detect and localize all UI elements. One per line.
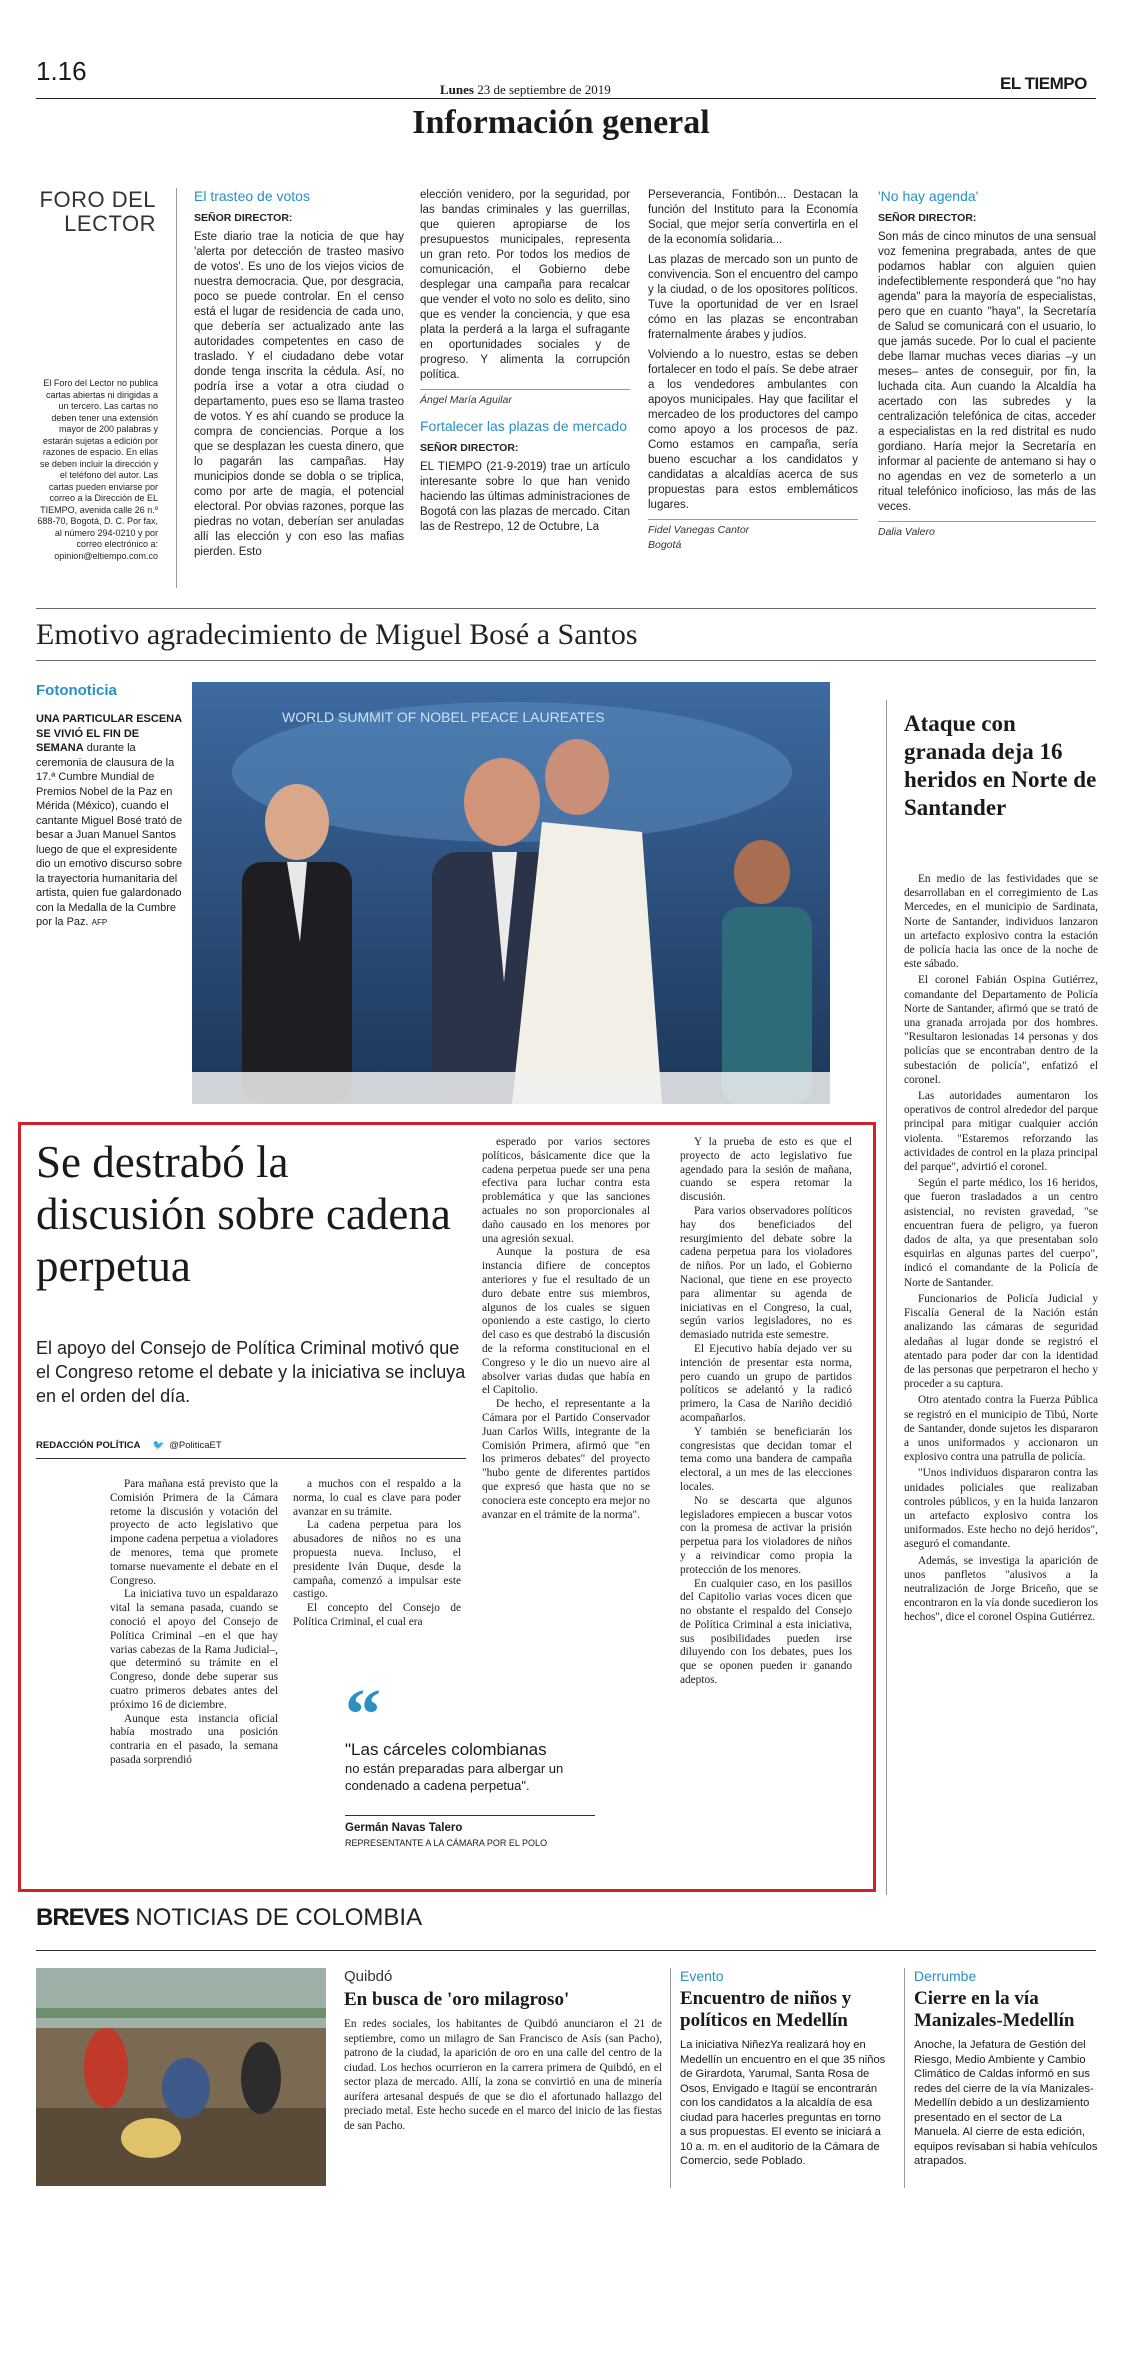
breve-medellin — [680, 1968, 890, 2169]
column-divider — [904, 1968, 905, 2188]
letter-trasteo-cont — [420, 188, 630, 540]
letter-paragraph: Este diario trae la noticia de que hay 'alerta por detección de trasteo masivo de votos'. Es uno de los viejos vicios de nuestra democracia. Que, por desgracia, poco se puede controlar. En el censo está el lugar de residencia de cada uno, que debería ser actualizado ante las autoridades competentes en caso de traslado. Y el ciudadano debe votar donde tenga inscrita la cédula. Así, no podría irse a votar a otra ciudad o departamento, pues eso se llama trasteo de votos. Y es ahí cuando se produce la compra de conciencias. Porque a los que se desplazan les cuesta dinero, que lo pagarán las campañas. Hay municipios donde se dobla o se triplica, como por arte de magia, el potencial electoral. Por obvias razones, porque las piedras no votan, deberían ser anuladas allí las elección y con eso las mafias pierden. Esto — [194, 231, 404, 558]
story-paragraph: Para varios observadores políticos hay dos beneficiados del resurgimiento del debate sobre la cadena perpetua para los violadores de niños. Por un lado, el Gobierno Nacional, que tiene en ese proyecto para alimentar su agenda de iniciativas en el Congreso, la cual, según varios legisladores, no es demasiado nutrida este semestre. — [680, 1204, 852, 1342]
ataque-paragraph: El coronel Fabián Ospina Gutiérrez, comandante del Departamento de Policía Norte de Santander, afirmó que se trató de una granada arrojada por dos hombres. "Resultaron lesionadas 14 personas y dos policías que se encontraban dentro de la subestación de policía", enfatizó el coronel. — [904, 974, 1098, 1086]
story-paragraph: La iniciativa tuvo un espaldarazo vital la semana pasada, cuando se conoció el apoyo del Consejo de Política Criminal –en el que hay varias cabezas de la Rama Judicial–, que determinó su trámite en el Congreso, donde debe superar sus cuatro primeros debates antes del próximo 16 de diciembre. — [110, 1588, 278, 1711]
story-paragraph: El Ejecutivo había dejado ver su intención de presentar esta norma, pero cuando un grupo de partidos políticos se adelantó y la radicó primero, la Casa de Nariño decidió acompañarlos. — [680, 1342, 852, 1424]
letter-title: Fortalecer las plazas de mercado — [420, 418, 627, 434]
story-column-4 — [680, 1136, 852, 1688]
section-rule — [36, 608, 1096, 609]
section-rule — [36, 660, 1096, 661]
byline-twitter: @PoliticaET — [169, 1440, 222, 1451]
quote-line1: "Las cárceles colombianas — [345, 1740, 547, 1759]
ataque-body — [904, 872, 1098, 1627]
breve-text: La iniciativa NiñezYa realizará hoy en Medellín un encuentro en el que 35 niños de Girardota, Yarumal, Santa Rosa de Osos, Envigado e Itagüí se encontrarán con los candidatos a la alcaldía de esa ciudad para hacerles preguntas en torno a sus propuestas. El evento se iniciará a 10 a. m. en el auditorio de la Cámara de Comercio, sede Poblado. — [680, 2039, 886, 2167]
breve-title: Encuentro de niños y políticos en Medellín — [680, 1988, 852, 2031]
letter-trasteo — [194, 188, 404, 565]
photo-illustration — [192, 682, 830, 1104]
story-paragraph: a muchos con el respaldo a la norma, lo cual es clave para poder avanzar en su trámite. — [293, 1478, 461, 1518]
letter-agenda — [878, 188, 1096, 540]
letter-salutation: SEÑOR DIRECTOR: — [878, 212, 977, 224]
breve-kicker: Derrumbe — [914, 1968, 977, 1984]
main-subheadline: El apoyo del Consejo de Política Criminal motivó que el Congreso retome el debate y la iniciativa se incluya en el orden del día. — [36, 1338, 466, 1406]
byline-rule — [36, 1458, 466, 1459]
letter-paragraph: EL TIEMPO (21-9-2019) trae un artículo interesante sobre lo que han venido haciendo las últimas administraciones de Bogotá con las plazas de mercado. Citan las de Restrepo, 12 de Octubre, La — [420, 461, 630, 533]
quibdo-photo — [36, 1968, 326, 2186]
fotonoticia-headline: Emotivo agradecimiento de Miguel Bosé a Santos — [36, 618, 638, 651]
ataque-paragraph: En medio de las festividades que se desarrollaban en el corregimiento de Las Mercedes, en el municipio de Sardinata, Norte de Santander, individuos lanzaron un artefacto explosivo contra la estación de policía hacia las once de la noche de este sábado. — [904, 873, 1098, 971]
letter-salutation: SEÑOR DIRECTOR: — [420, 442, 519, 454]
letter-signature: Fidel Vanegas Cantor — [648, 519, 858, 538]
letter-title: El trasteo de votos — [194, 188, 310, 204]
story-paragraph: No se descarta que algunos legisladores empiecen a buscar votos con la promesa de activar la prisión perpetua para los violadores de niños y a reivindicar como propia la protección de los menores. — [680, 1494, 852, 1576]
story-paragraph: Aunque esta instancia oficial había mostrado una posición contraria en el pasado, la semana pasada sorprendió — [110, 1712, 278, 1766]
breve-title: Cierre en la vía Manizales-Medellín — [914, 1988, 1075, 2031]
foro-title — [36, 188, 156, 236]
story-paragraph: En cualquier caso, en los pasillos del Capitolio varias voces dicen que no obstante el respaldo del Consejo de Política Criminal a esta iniciativa, sus posibilidades pueden irse diluyendo con los debates, pues los que se oponen pueden ir ganando adeptos. — [680, 1577, 852, 1687]
quote-icon: “ — [345, 1674, 381, 1754]
quote-author: Germán Navas Talero — [345, 1822, 463, 1834]
breve-kicker: Evento — [680, 1968, 724, 1984]
foro-title-line1: FORO DEL — [39, 187, 156, 212]
letter-plazas-cont — [648, 188, 858, 553]
byline-author: REDACCIÓN POLÍTICA — [36, 1440, 141, 1451]
breve-derrumbe — [914, 1968, 1100, 2169]
story-column-3 — [482, 1136, 650, 1522]
letter-paragraph: Volviendo a lo nuestro, estas se deben fortalecer en todo el país. Se debe atraer a los vendedores ambulantes con apoyos municipales. Hay que facilitar el mercadeo de los productores del campo como apoyo a los procesos de paz. Como estamos en campaña, sería bueno escuchar a los candidatos y candidatas a alcaldías acerca de sus propuestas para estos emblemáticos lugares. — [648, 349, 858, 511]
column-divider — [886, 700, 887, 1895]
ataque-paragraph: Funcionarios de Policía Judicial y Fiscalía General de la Nación están analizando las cámaras de seguridad aledañas al lugar donde se registró el atentado para poder dar con la identidad de las personas que perpetraron el hecho y proceder a su captura. — [904, 1292, 1098, 1391]
story-paragraph: De hecho, el representante a la Cámara por el Partido Conservador Juan Carlos Wills, integrante de la Comisión Primera, afirmó que "en los primeros debates" del proyecto "hubo gente de diferentes partidos que expresó que hasta que no se conociera este concepto era mejor no avanzar en el trámite de la norma". — [482, 1398, 650, 1521]
caption-lead: UNA PARTICULAR ESCENA SE VIVIÓ EL FIN DE SEMANA — [36, 713, 182, 754]
page-number: 1.16 — [36, 56, 87, 86]
story-column-2 — [293, 1478, 461, 1630]
ataque-headline: Ataque con granada deja 16 heridos en Norte de Santander — [904, 711, 1097, 820]
photo-credit: AFP — [91, 918, 108, 927]
ataque-paragraph: Las autoridades aumentaron los operativos de control alrededor del parque principal para mitigar cualquier acción violenta. "Estaremos reforzando las actividades de control en la plaza principal del parque", advirtió el coronel. — [904, 1090, 1098, 1174]
fotonoticia-caption — [36, 712, 186, 931]
quote-author-role: REPRESENTANTE A LA CÁMARA POR EL POLO — [345, 1838, 548, 1848]
breves-rest: NOTICIAS DE COLOMBIA — [135, 1904, 423, 1931]
ataque-paragraph: "Unos individuos dispararon contra las unidades policiales que realizaban controles públicos, y en la huida lanzaron un artefacto explosivo contra los uniformados. Este hecho no dejó heridos", aseguró el comandante. — [904, 1467, 1098, 1551]
letter-signature: Ángel María Aguilar — [420, 389, 630, 408]
letter-salutation: SEÑOR DIRECTOR: — [194, 212, 293, 224]
caption-text: durante la ceremonia de clausura de la 17.ª Cumbre Mundial de Premios Nobel de la Paz en Mérida (México), cuando el cantante Miguel Bosé trató de besar a Juan Manuel Santos luego de que el expresidente dio un emotivo discurso sobre la trayectoria humanitaria del artista, quien fue galardonado con la Medalla de la Cumbre por la Paz. — [36, 742, 183, 928]
letter-city: Bogotá — [648, 539, 682, 551]
story-paragraph: Y también se beneficiarán los congresistas que decidan tomar el tema como una bandera de campaña electoral, a un mes de las elecciones locales. — [680, 1425, 852, 1493]
newspaper-brand: EL TIEMPO — [1000, 74, 1087, 93]
quote-line2: no están preparadas para albergar un condenado a cadena perpetua". — [345, 1761, 564, 1793]
story-paragraph: La cadena perpetua para los abusadores de niños no es una propuesta nueva. Incluso, el presidente Iván Duque, desde la campaña, comenzó a impulsar este castigo. — [293, 1519, 461, 1601]
quote-rule — [345, 1815, 595, 1816]
twitter-icon: 🐦 — [152, 1440, 165, 1451]
breves-header — [36, 1904, 422, 1932]
header-rule — [36, 98, 1096, 99]
column-divider — [176, 188, 177, 588]
photo-illustration — [36, 1968, 326, 2186]
letter-signature: Dalia Valero — [878, 521, 1096, 540]
letter-paragraph: elección venidero, por la seguridad, por las bandas criminales y las guerrillas, que quieren apropiarse de los presupuestos municipales, representa un gran reto. Por todos los medios de comunicación, el Gobierno debe desplegar una campaña para recalcar que vender el voto no solo es delito, sino que es vender la conciencia, y que esa plata la perderá a la larga el sufragante en oportunidades sociales y de progreso. Y alimenta la corrupción política. — [420, 189, 630, 381]
foro-title-line2: LECTOR — [64, 211, 156, 236]
story-column-1 — [110, 1478, 278, 1768]
issue-date — [440, 82, 611, 98]
ataque-paragraph: Según el parte médico, los 16 heridos, que fueron trasladados a un centro asistencial, no revisten gravedad, "se encuentran fuera de peligro, ya fueron dados de alta, ya que presentaban solo esquirlas en algunas partes del cuerpo", indicó el comandante de la Policía de Norte de Santander. — [904, 1177, 1098, 1289]
bose-santos-photo — [192, 682, 830, 1104]
fotonoticia-label: Fotonoticia — [36, 682, 117, 699]
date-day: Lunes — [440, 82, 474, 97]
letter-paragraph: Son más de cinco minutos de una sensual voz femenina pregrabada, antes de que podamos hablar con alguien quien indefectiblemente responderá que "no hay agenda" para la mayoría de especialistas, pero que en cuanto "haya", la Secretaría de Salud se comunicará con el usuario, lo que jamás sucede. Por lo cual el paciente debe llamar muchas veces diarias –y un meses– antes de conseguir, por fin, la luchada cita. Aun cuando la Alcaldía ha acertado con las subredes y la centralización telefónica de citas, acceder a especialistas en la red distrital es nudo gordiano. Haría mejor la Secretaría en informar al paciente de antemano si hay o no agendas en vez de someterlo a un ritual telefónico inoficioso, las más de las veces. — [878, 231, 1096, 513]
foro-note: El Foro del Lector no publica cartas abiertas ni dirigidas a un tercero. Las cartas no deben tener una extensión mayor de 200 palabras y estarán sujetas a edición por razones de espacio. En ellas se deben incluir la dirección y el teléfono del autor. Las cartas pueden enviarse por correo a la Dirección de EL TIEMPO, avenida calle 26 n.º 688-70, Bogotá, D. C. Por fax, al número 294-0210 y por correo electrónico a: opinion@eltiempo.com.co — [37, 378, 158, 561]
byline — [36, 1440, 466, 1451]
story-paragraph: Aunque la postura de esa instancia difiere de conceptos anteriores y fue el resultado de un duro debate entre sus miembros, algunos de los cuales se siguen oponiendo a este castigo, lo cierto del caso es que destrabó la discusión de la reforma constitucional en el Congreso y le dio un nuevo aire al absolver varias dudas que había en el Capitolio. — [482, 1246, 650, 1397]
breve-text: Anoche, la Jefatura de Gestión del Riesgo, Medio Ambiente y Cambio Climático de Caldas informó en sus redes del cierre de la vía Manizales-Medellín debido a un deslizamiento presentado en el sector de La Manuela. Al cierre de esta edición, equipos revisaban si había vehículos atrapados. — [914, 2039, 1098, 2167]
main-headline: Se destrabó la discusión sobre cadena perpetua — [36, 1137, 451, 1291]
breves-bold: BREVES — [36, 1904, 129, 1931]
date-rest: 23 de septiembre de 2019 — [477, 82, 611, 97]
pull-quote — [345, 1740, 595, 1794]
section-title: Información general — [412, 104, 710, 141]
breve-text: En redes sociales, los habitantes de Quibdó anunciaron el 21 de septiembre, como un milagro de San Francisco de Asís (san Pacho), patrono de la ciudad, la aparición de oro en una calle del centro de la ciudad. Los hechos ocurrieron en la carrera primera de Quibdó, en el sector plaza de mercado. Allí, la zona se convirtió en una de minería aurífera artesanal después de que se dio el afortunado hallazgo del preciado metal. Este hecho sucede en el marco del inicio de las fiestas de san Pacho. — [344, 2018, 662, 2132]
story-paragraph: Y la prueba de esto es que el proyecto de acto legislativo fue agendado para la sesión de mañana, cuando se espera retomar la discusión. — [680, 1136, 852, 1204]
story-paragraph: esperado por varios sectores políticos, básicamente dice que la cadena perpetua puede ser una pena efectiva para luchar contra esta problemática y que las sanciones actuales no son proporcionales al daño causado en los menores por una agresión sexual. — [482, 1136, 650, 1245]
column-divider — [670, 1968, 671, 2188]
letter-paragraph: Las plazas de mercado son un punto de convivencia. Son el encuentro del campo y la ciudad, o de los opositores políticos. Tuve la oportunidad de ver en Israel cómo en las plazas se encontraban fraternalmente árabes y judíos. — [648, 254, 858, 341]
story-paragraph: El concepto del Consejo de Política Criminal, el cual era — [293, 1602, 461, 1628]
ataque-paragraph: Otro atentado contra la Fuerza Pública se registró en el municipio de Tibú, Norte de Santander, donde sujetos les dispararon a unos uniformados y accionaron un explosivo contra una patrulla de policía. — [904, 1394, 1098, 1464]
breve-quibdo — [344, 1968, 662, 2133]
breves-rule — [36, 1950, 1096, 1951]
letter-paragraph: Perseverancia, Fontibón... Destacan la función del Instituto para la Economía Social, que mejor sería convertirla en el de la economía solidaria... — [648, 189, 858, 246]
breve-title: En busca de 'oro milagroso' — [344, 1989, 570, 2010]
ataque-paragraph: Además, se investiga la aparición de unos panfletos "alusivos a la neutralización de Jorge Briceño, que se encontraron en la vía donde sucedieron los hechos", dice el coronel Ospina Gutiérrez. — [904, 1554, 1098, 1624]
story-paragraph: Para mañana está previsto que la Comisión Primera de la Cámara retome la discusión y votación del proyecto de acto legislativo que impone cadena perpetua a violadores de menores, tema que promete tomarse nuevamente el debate en el Congreso. — [110, 1478, 278, 1587]
photo-banner: WORLD SUMMIT OF NOBEL PEACE LAUREATES — [282, 709, 605, 725]
breve-kicker: Quibdó — [344, 1968, 393, 1985]
letter-title: 'No hay agenda' — [878, 188, 979, 204]
